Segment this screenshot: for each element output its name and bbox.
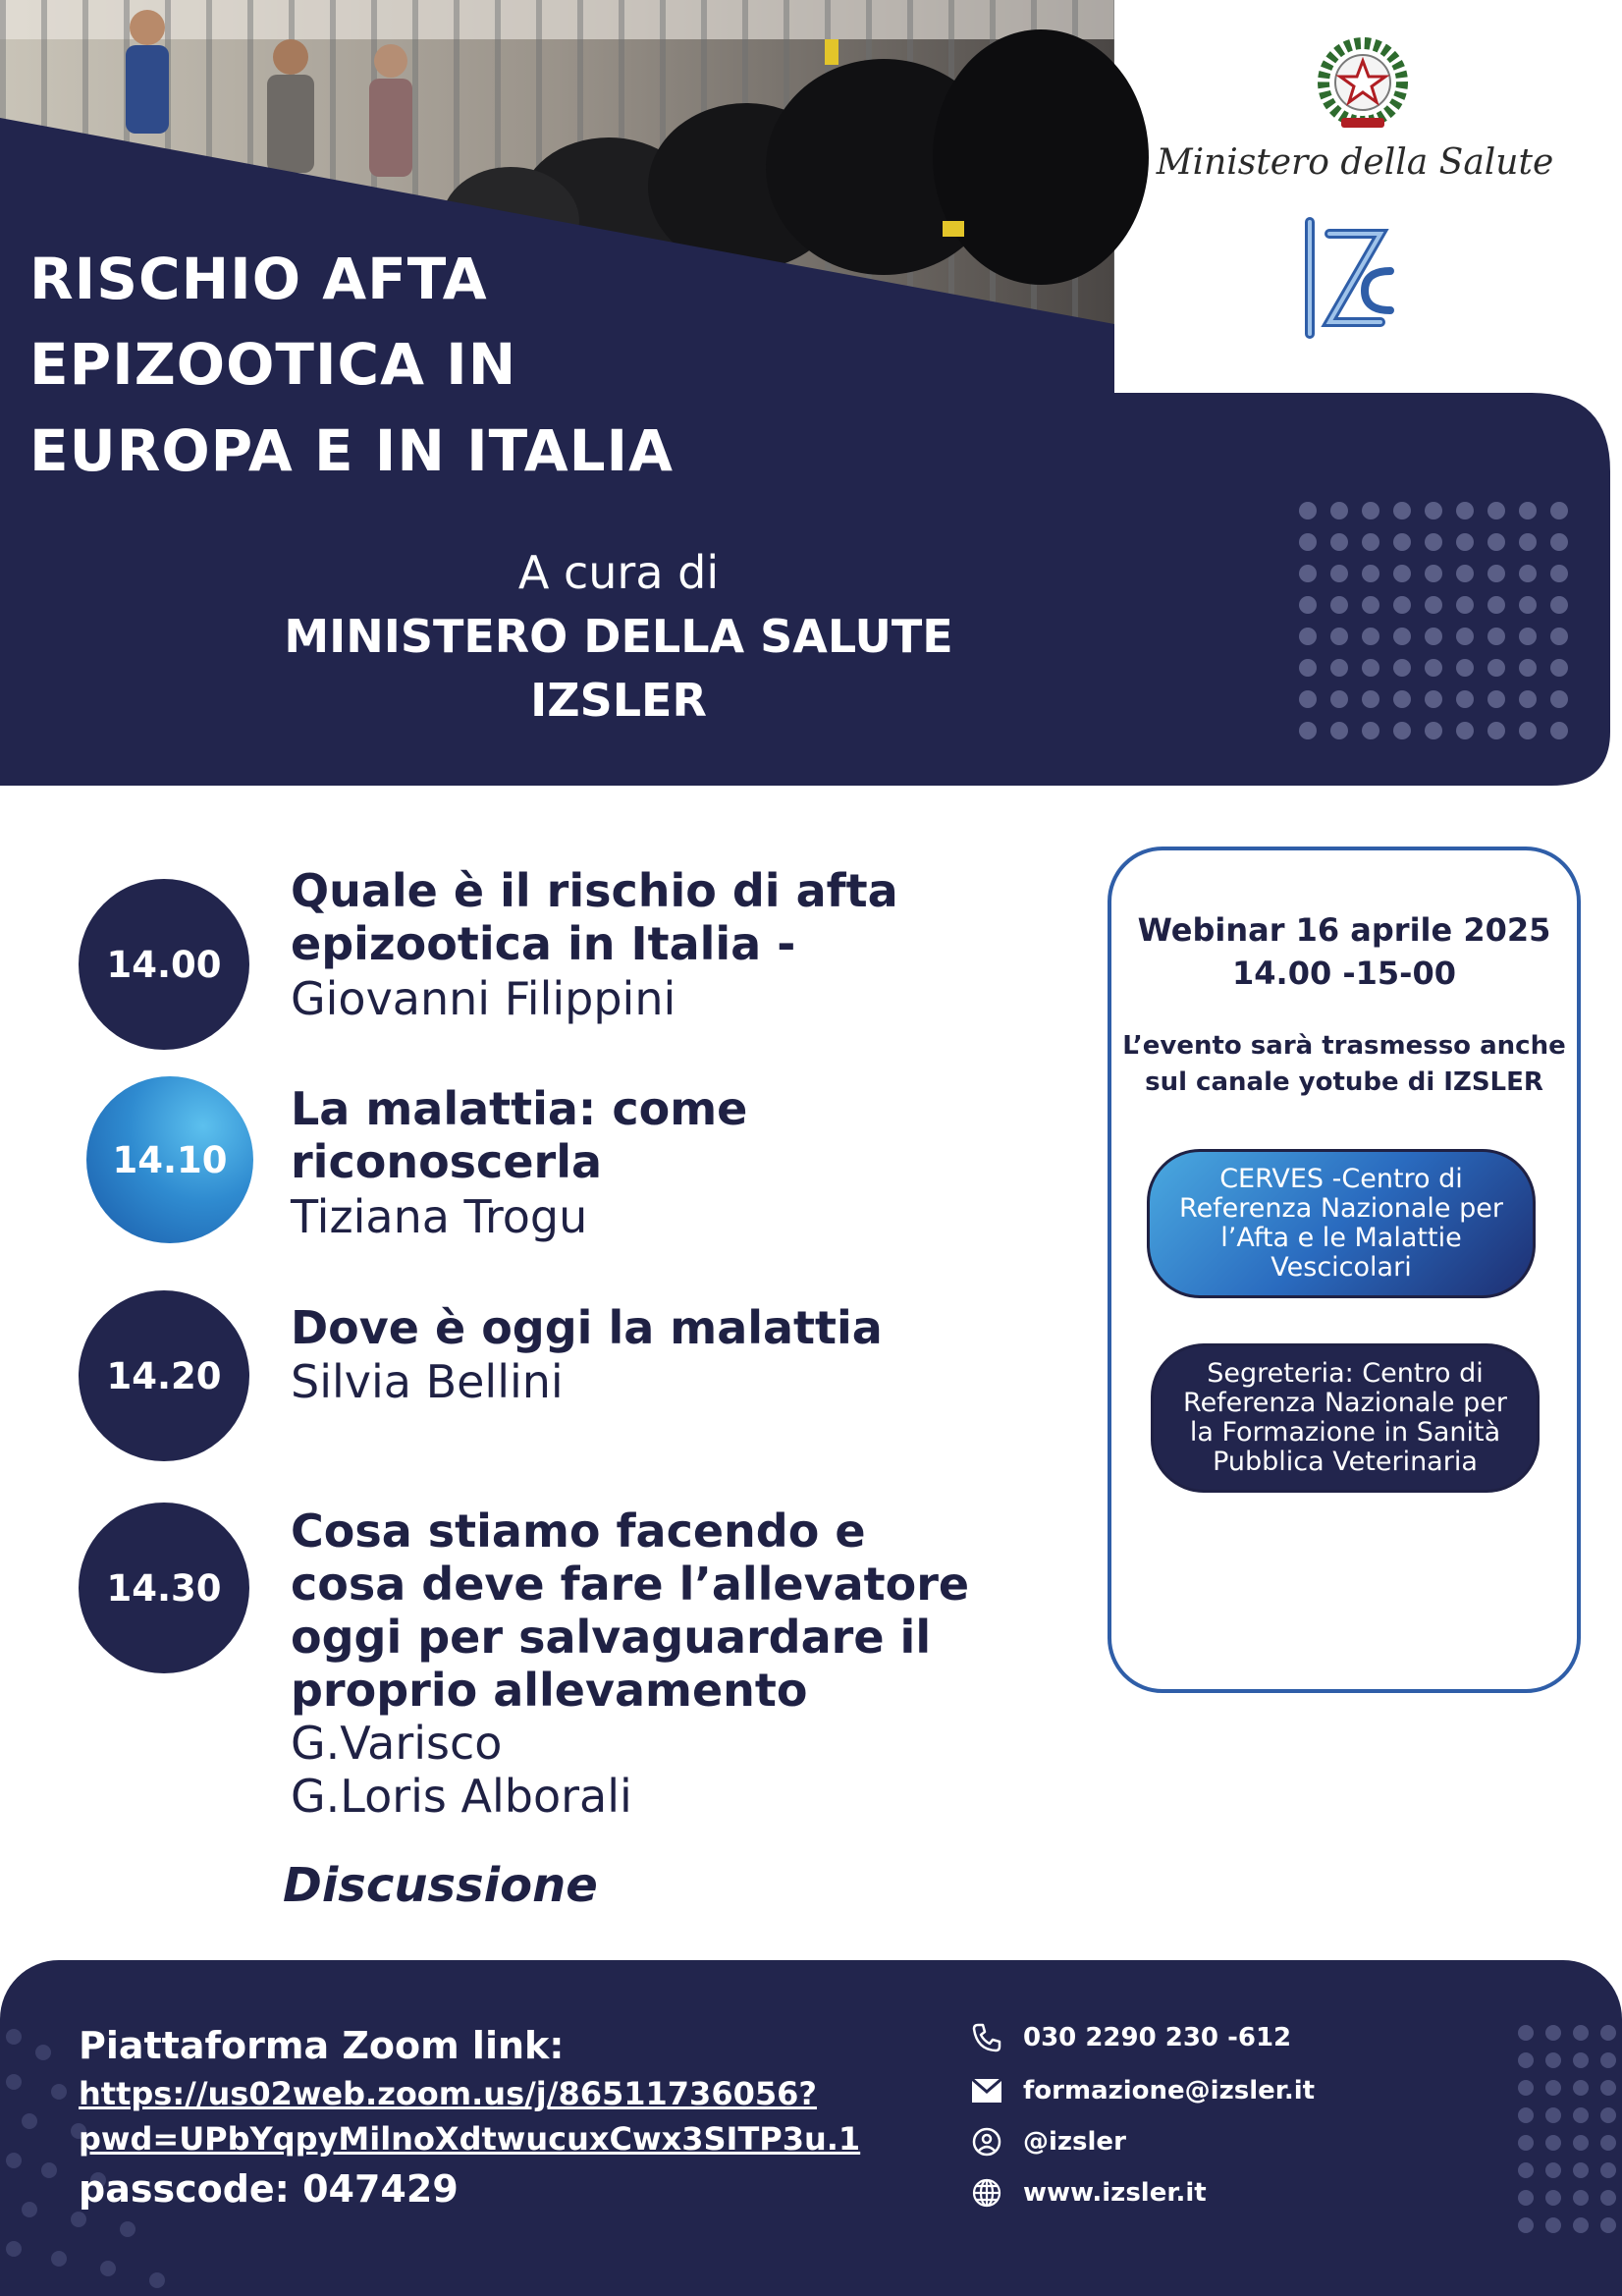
segreteria-line-4: Pubblica Veterinaria xyxy=(1213,1447,1478,1477)
talk-title-4-line-3: oggi per salvaguardare il xyxy=(291,1611,932,1664)
talk-title-4-line-2: cosa deve fare l’allevatore xyxy=(291,1558,970,1611)
organizer-izsler: IZSLER xyxy=(530,674,707,727)
cerves-line-1: CERVES -Centro di xyxy=(1219,1164,1463,1194)
contact-phone[interactable] xyxy=(970,2021,1291,2054)
cerves-line-2: Referenza Nazionale per xyxy=(1179,1193,1503,1224)
talk-title-2-line-1: La malattia: come xyxy=(291,1082,748,1135)
segreteria-line-2: Referenza Nazionale per xyxy=(1183,1388,1507,1418)
contact-website[interactable] xyxy=(970,2176,1207,2210)
mail-icon xyxy=(970,2074,1003,2107)
event-title-line-2: EPIZOOTICA IN xyxy=(29,331,517,398)
talk-title-3-line-1: Dove è oggi la malattia xyxy=(291,1301,883,1354)
event-title-line-1: RISCHIO AFTA xyxy=(29,246,488,312)
segreteria-line-3: la Formazione in Sanità xyxy=(1189,1417,1501,1448)
segreteria-line-1: Segreteria: Centro di xyxy=(1207,1358,1484,1389)
speaker-varisco: G.Varisco xyxy=(291,1717,503,1770)
cerves-line-4: Vescicolari xyxy=(1271,1252,1412,1283)
curated-by-label: A cura di xyxy=(517,546,720,599)
zoom-link-line-2[interactable]: pwd=UPbYqpyMilnoXdtwucuxCwx3SITP3u.1 xyxy=(79,2120,861,2158)
stream-note-line-1: L’evento sarà trasmesso anche xyxy=(1122,1031,1566,1061)
talk-title-1-line-1: Quale è il rischio di afta xyxy=(291,864,898,917)
speaker-bellini: Silvia Bellini xyxy=(291,1355,564,1408)
speaker-trogu: Tiziana Trogu xyxy=(291,1190,588,1243)
segreteria-badge xyxy=(1151,1343,1540,1493)
email-address: formazione@izsler.it xyxy=(1023,2076,1316,2105)
cerves-badge xyxy=(1147,1149,1536,1298)
speaker-filippini: Giovanni Filippini xyxy=(291,972,676,1025)
organizer-ministry: MINISTERO DELLA SALUTE xyxy=(284,610,953,663)
zoom-link-line-1[interactable]: https://us02web.zoom.us/j/86511736056? xyxy=(79,2075,817,2112)
time-badge-1420: 14.20 xyxy=(79,1290,249,1461)
talk-title-2-line-2: riconoscerla xyxy=(291,1135,603,1188)
contact-social[interactable] xyxy=(970,2125,1126,2159)
talk-title-4-line-4: proprio allevamento xyxy=(291,1664,808,1717)
ministry-logo-text: Ministero della Salute xyxy=(1156,142,1554,183)
event-title-line-3: EUROPA E IN ITALIA xyxy=(29,417,675,484)
phone-number: 030 2290 230 -612 xyxy=(1023,2023,1292,2052)
social-handle: @izsler xyxy=(1023,2127,1126,2157)
contact-email[interactable] xyxy=(970,2074,1315,2107)
izs-logo xyxy=(1296,212,1402,344)
globe-icon xyxy=(970,2176,1003,2210)
website-url: www.izsler.it xyxy=(1023,2178,1207,2208)
time-badge-1430: 14.30 xyxy=(79,1503,249,1673)
italian-republic-emblem xyxy=(1316,35,1410,134)
zoom-passcode: passcode: 047429 xyxy=(79,2167,459,2211)
talk-title-1-line-2: epizootica in Italia - xyxy=(291,917,796,970)
footer-dot-pattern-right xyxy=(1512,2021,1622,2233)
time-badge-1400: 14.00 xyxy=(79,879,249,1050)
at-icon xyxy=(970,2125,1003,2159)
discussion-label: Discussione xyxy=(283,1858,598,1913)
stream-note-line-2: sul canale yotube di IZSLER xyxy=(1145,1067,1543,1097)
talk-title-4-line-1: Cosa stiamo facendo e xyxy=(291,1504,866,1558)
time-badge-1410: 14.10 xyxy=(86,1076,253,1243)
webinar-date: Webinar 16 aprile 2025 xyxy=(1137,911,1551,949)
phone-icon xyxy=(970,2021,1003,2054)
zoom-label: Piattaforma Zoom link: xyxy=(79,2024,565,2067)
webinar-time: 14.00 -15-00 xyxy=(1232,955,1456,992)
cerves-line-3: l’Afta e le Malattie xyxy=(1220,1223,1462,1253)
speaker-alborali: G.Loris Alborali xyxy=(291,1770,632,1823)
